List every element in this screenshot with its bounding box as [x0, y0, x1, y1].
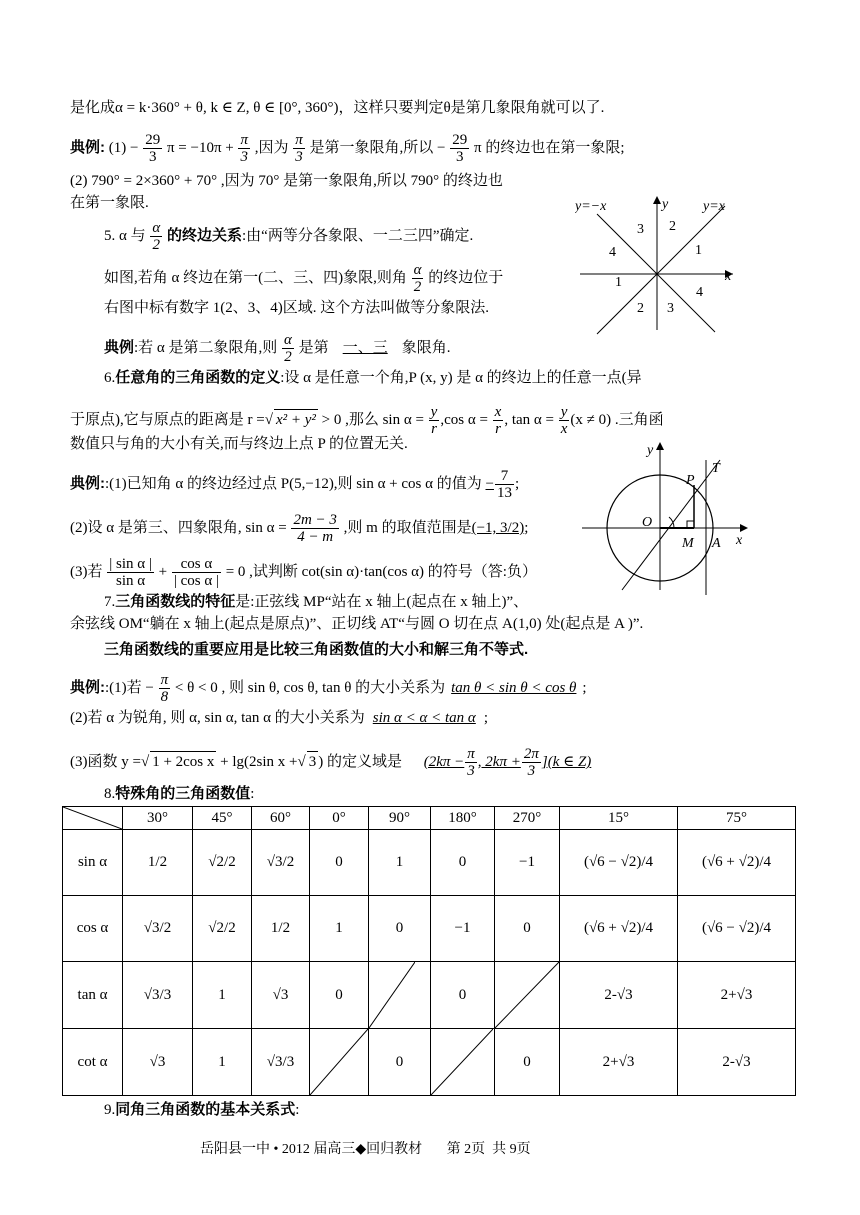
row-label: cot α: [63, 1029, 123, 1096]
example-2-line2: 在第一象限.: [70, 195, 149, 211]
quadrant-diagram: [575, 190, 745, 340]
text: ;: [582, 679, 587, 696]
text: :(1)已知角 α 的终边经过点 P(5,−12),则 sin α + cos α 的值为: [105, 475, 482, 492]
text: , tan α =: [504, 411, 554, 428]
table-cell: 0: [310, 962, 369, 1029]
text: +: [158, 563, 168, 580]
label-o: O: [642, 515, 653, 530]
region-label: 1: [695, 243, 702, 258]
text: (2)若 α 为锐角, 则 α, sin α, tan α 的大小关系为: [70, 710, 365, 726]
diagonal-line: [495, 962, 559, 1028]
col-header: 15°: [560, 807, 678, 830]
example-2-line1: (2) 790° = 2×360° + 70° ,因为 70° 是第一象限角,所以 790° 的终边也: [70, 173, 503, 189]
section-7-heading: [104, 592, 528, 612]
text: 象限角.: [401, 339, 451, 356]
label-x: x: [736, 533, 743, 548]
region-label: 1: [615, 275, 622, 290]
line-y-x: [597, 206, 725, 334]
table-cell: 1/2: [123, 830, 193, 896]
special-angles-table: [62, 806, 796, 1096]
text: 是第: [298, 339, 329, 356]
diagonal-header-cell: [63, 807, 123, 830]
label-t: T: [712, 461, 720, 476]
region-label: 2: [669, 219, 676, 234]
section-6-example-2: [70, 512, 528, 545]
label-y: y: [662, 197, 669, 212]
table-cell: 0: [369, 896, 431, 962]
text: :: [295, 1102, 300, 1118]
section-5-heading: [104, 220, 473, 253]
text: 7.: [104, 594, 116, 610]
table-cell: √3: [123, 1029, 193, 1096]
text: > 0 ,那么 sin α =: [317, 411, 424, 428]
example-label: 典例:: [70, 678, 105, 696]
unit-circle-diagram: [582, 440, 757, 595]
table-cell: (√6 − √2)/4: [678, 896, 796, 962]
table-cell: 0: [495, 1029, 560, 1096]
sqrt: x² + y²: [274, 409, 318, 430]
col-header: 270°: [495, 807, 560, 830]
fraction: $\frac{\alpha}{2}$: [152, 220, 161, 253]
table-row-tan: [63, 962, 796, 1029]
right-angle-mark: [687, 521, 694, 528]
text: ) 的定义域是: [318, 753, 402, 770]
fraction: $\frac{y}{r}$: [430, 404, 438, 437]
text: = 0 ,试判断 cot(sin α)·tan(cos α) 的符号（答:负）: [225, 563, 537, 580]
region-label: 3: [667, 301, 674, 316]
table-cell: √3/3: [252, 1029, 310, 1096]
fraction: $\frac{\text{cos α}}{\text{| cos α |}}$: [173, 556, 219, 589]
undefined-cell: [369, 962, 431, 1029]
text: (3)函数 y =: [70, 753, 141, 770]
text: 的终边位于: [428, 269, 504, 286]
table-cell: 1: [310, 896, 369, 962]
fraction: $\frac{29}{3}$: [145, 132, 161, 165]
section-6-example-1: 典例::(1)已知角 α 的终边经过点 P(5,−12),则 sin α + cos α 的值为 − $\frac{7}{13}$ ;: [70, 468, 520, 501]
table-cell: 0: [310, 830, 369, 896]
undefined-cell: [431, 1029, 495, 1096]
sqrt: 3: [307, 751, 319, 772]
arrow-icon: [653, 196, 661, 204]
text: 5. α 与: [104, 227, 146, 244]
text: 8.: [104, 786, 116, 802]
table-cell: 1: [193, 962, 252, 1029]
fraction: $\frac{2m - 3}{4 - m}$: [293, 512, 337, 545]
fraction: $\frac{7}{13}$: [496, 468, 512, 501]
row-label: tan α: [63, 962, 123, 1029]
arrow-icon: [740, 524, 748, 532]
table-cell: 0: [495, 896, 560, 962]
text: :(1)若 −: [105, 679, 154, 696]
section-6-line2: 于原点),它与原点的距离是 r =√ x² + y² > 0 ,那么 sin α = $\frac{y}{r}$ ,cos α = $\frac{x}{r}$ , tan α = $\frac{y}{x}$ (x ≠ 0) .三角函: [70, 404, 664, 437]
table-cell: 0: [431, 962, 495, 1029]
col-header: 90°: [369, 807, 431, 830]
section-6-example-3: [70, 556, 537, 589]
text: (x ≠ 0) .三角函: [570, 411, 664, 428]
section-9-heading: [104, 1100, 299, 1120]
col-header: 75°: [678, 807, 796, 830]
section-6-heading: [104, 368, 642, 388]
fraction: $\frac{\alpha}{2}$: [413, 262, 422, 295]
fraction: $\frac{\text{| sin α |}}{\text{sin α}}$: [109, 556, 152, 589]
col-header: 0°: [310, 807, 369, 830]
text: π 的终边也在第一象限;: [474, 139, 625, 156]
col-header: 180°: [431, 807, 495, 830]
section-7-highlight: 三角函数线的重要应用是比较三角函数值的大小和解三角不等式.: [104, 641, 529, 658]
fraction: $\frac{\pi}{3}$: [240, 132, 248, 165]
table-row-cot: [63, 1029, 796, 1096]
col-header: 45°: [193, 807, 252, 830]
diagonal-line: [310, 1029, 368, 1095]
text: < θ < 0 , 则 sin θ, cos θ, tan θ 的大小关系为: [174, 679, 446, 696]
table-cell: (√6 + √2)/4: [560, 896, 678, 962]
example-1: [70, 132, 625, 165]
text: :由“两等分各象限、一二三四”确定.: [242, 227, 474, 244]
undefined-cell: [310, 1029, 369, 1096]
line-y-neg-x: [597, 214, 715, 332]
col-header: 60°: [252, 807, 310, 830]
col-header: 30°: [123, 807, 193, 830]
table-header-row: [63, 807, 796, 830]
section-5-line3: 右图中标有数字 1(2、3、4)区域. 这个方法叫做等分象限法.: [104, 300, 489, 316]
answer: (2kπ − $\frac{\pi}{3}$ , 2kπ + $\frac{2\pi}{3}$ ](k ∈ Z): [423, 746, 592, 779]
label-y: y: [647, 443, 654, 458]
section-7-example-1: [70, 672, 587, 705]
section-7-line2: 余弦线 OM“躺在 x 轴上(起点是原点)”、正切线 AT“与圆 O 切在点 A(1,0) 处(起点是 A )”.: [70, 616, 644, 632]
section-7-example-3: (3)函数 y =√ 1 + 2cos x + lg(2sin x +√ 3 ) 的定义域是 (2kπ − $\frac{\pi}{3}$ , 2kπ + $\frac{2\pi}{3}$ ](k ∈ Z): [70, 746, 609, 779]
text: ;: [524, 519, 529, 536]
fraction: $\frac{\pi}{8}$: [160, 672, 169, 705]
row-label: cos α: [63, 896, 123, 962]
table-cell: √2/2: [193, 896, 252, 962]
table-cell: −1: [431, 896, 495, 962]
label-y-x: y=x: [703, 199, 725, 214]
text: 于原点),它与原点的距离是 r =: [70, 411, 265, 428]
label-y-neg-x: y=−x: [575, 199, 607, 214]
text: ;: [514, 475, 520, 492]
table-cell: √3/2: [252, 830, 310, 896]
section-7-example-2: [70, 708, 488, 728]
diagonal-line: [431, 1029, 493, 1095]
answer: (−1, 3/2): [471, 519, 525, 536]
table-cell: 1: [369, 830, 431, 896]
table-cell: 2+√3: [560, 1029, 678, 1096]
table-cell: 2+√3: [678, 962, 796, 1029]
section-6-line3: 数值只与角的大小有关,而与终边上点 P 的位置无关.: [70, 436, 408, 452]
fraction: $\frac{x}{r}$: [494, 404, 502, 437]
text-line-intro: 是化成α = k·360° + θ, k ∈ Z, θ ∈ [0°, 360°)，这样只要判定θ是第几象限角就可以了.: [70, 100, 605, 116]
fraction: $\frac{2\pi}{3}$: [523, 746, 539, 779]
text: π = −10π +: [166, 139, 234, 156]
answer: tan θ < sin θ < cos θ: [451, 679, 577, 696]
table-cell: (√6 + √2)/4: [678, 830, 796, 896]
fraction: $\frac{29}{3}$: [452, 132, 468, 165]
sqrt: 1 + 2cos x: [150, 751, 216, 772]
fraction: $\frac{y}{x}$: [560, 404, 568, 437]
fraction: $\frac{\pi}{3}$: [295, 132, 303, 165]
text: :设 α 是任意一个角,P (x, y) 是 α 的终边上的任意一点(异: [280, 370, 642, 386]
terminal-side: [622, 460, 720, 590]
text: :若 α 是第二象限角,则: [134, 339, 278, 356]
table-cell: √3: [252, 962, 310, 1029]
example-label: 典例:: [70, 474, 105, 492]
region-label: 4: [696, 285, 703, 300]
table-cell: 0: [369, 1029, 431, 1096]
text: ,因为: [254, 139, 289, 156]
section-8-heading: [104, 784, 254, 804]
table-cell: −1: [495, 830, 560, 896]
arrow-icon: [656, 442, 664, 450]
table-cell: 2-√3: [560, 962, 678, 1029]
table-row-sin: [63, 830, 796, 896]
text: 是第一象限角,所以 −: [309, 139, 446, 156]
label-x: x: [725, 269, 732, 284]
table-cell: √2/2: [193, 830, 252, 896]
text: 如图,若角 α 终边在第一(二、三、四)象限,则角: [104, 269, 407, 286]
text: ;: [483, 710, 488, 726]
text: (1) −: [108, 139, 139, 156]
answer: sin α < α < tan α: [372, 710, 476, 726]
section-title: 特殊角的三角函数值: [115, 785, 251, 802]
table-cell: 1/2: [252, 896, 310, 962]
diagonal-line: [369, 962, 415, 1028]
section-title: 三角函数线的特征: [115, 593, 236, 610]
region-label: 4: [609, 245, 616, 260]
text: :: [250, 786, 255, 802]
row-label: sin α: [63, 830, 123, 896]
text: 6.: [104, 370, 116, 386]
text: ,则 m 的取值范围是: [343, 519, 472, 536]
table-cell: 0: [431, 830, 495, 896]
table-cell: 2-√3: [678, 1029, 796, 1096]
section-title: 的终边关系: [166, 226, 242, 244]
section-title: 同角三角函数的基本关系式: [115, 1101, 296, 1118]
label-a: A: [712, 536, 721, 551]
diagonal-line: [63, 807, 122, 829]
answer: 一、三: [342, 339, 388, 356]
label-m: M: [682, 536, 694, 551]
region-label: 2: [637, 301, 644, 316]
label-p: P: [686, 473, 695, 488]
section-5-line2: [104, 262, 503, 295]
example-label: 典例:: [70, 138, 105, 156]
fraction: $\frac{\pi}{3}$: [467, 746, 475, 779]
text: 9.: [104, 1102, 116, 1118]
table-cell: 1: [193, 1029, 252, 1096]
section-5-example: [104, 332, 450, 365]
text: 是:正弦线 MP“站在 x 轴上(起点在 x 轴上)”、: [235, 594, 529, 610]
text: + lg(2sin x +: [220, 753, 298, 770]
text: (3)若: [70, 563, 103, 580]
section-title: 任意角的三角函数的定义: [115, 369, 281, 386]
undefined-cell: [495, 962, 560, 1029]
page-footer: 岳阳县一中 • 2012 届高三◆回归教材 第 2页 共 9页: [200, 1142, 531, 1157]
table-cell: √3/2: [123, 896, 193, 962]
table-cell: (√6 − √2)/4: [560, 830, 678, 896]
text: (2)设 α 是第三、四象限角, sin α =: [70, 519, 287, 536]
text: ,cos α =: [440, 411, 488, 428]
table-row-cos: [63, 896, 796, 962]
example-label: 典例: [104, 338, 135, 356]
fraction: $\frac{\alpha}{2}$: [284, 332, 292, 365]
table-cell: √3/3: [123, 962, 193, 1029]
region-label: 3: [637, 222, 644, 237]
